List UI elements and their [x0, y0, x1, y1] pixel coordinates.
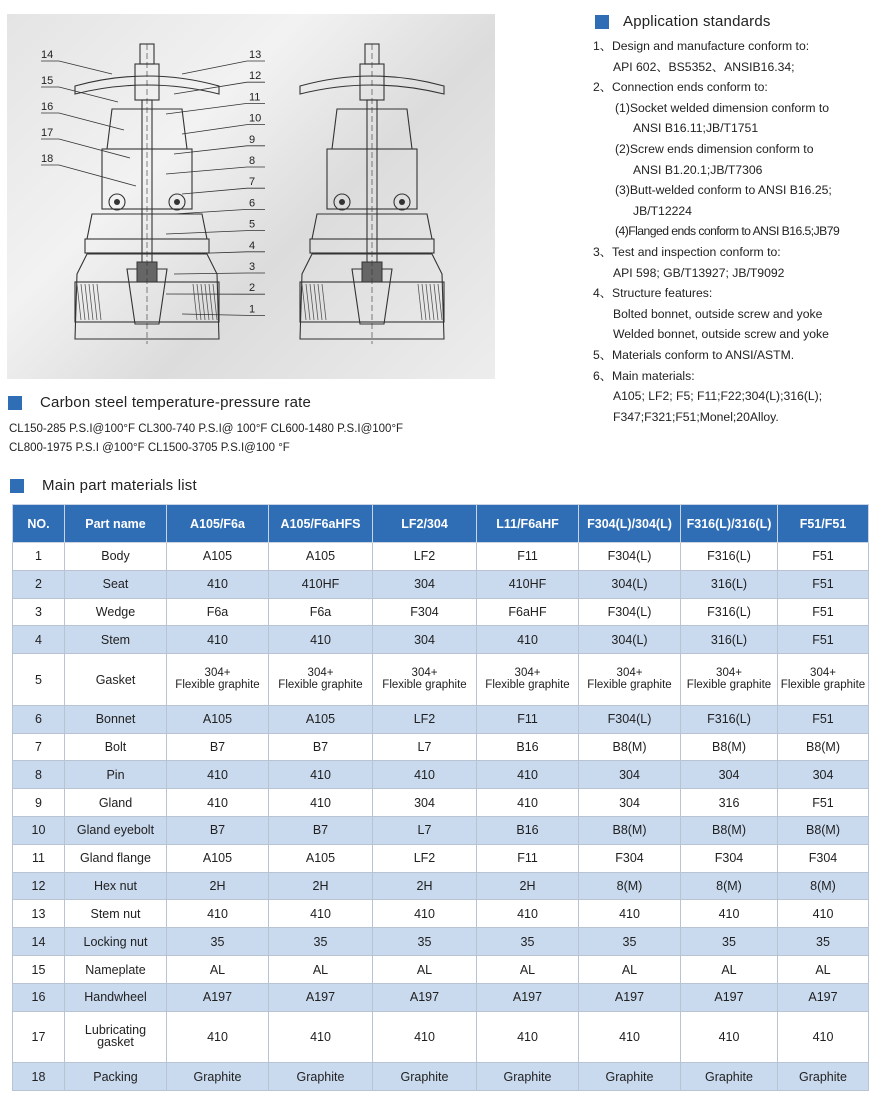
callout-number: 9 — [249, 133, 256, 146]
material-cell: F51 — [778, 570, 869, 598]
material-cell: 304+ Flexible graphite — [778, 654, 869, 705]
row-number-cell: 6 — [13, 705, 65, 733]
part-name-cell: Handwheel — [65, 983, 167, 1011]
material-cell: F51 — [778, 705, 869, 733]
part-name-cell: Gasket — [65, 654, 167, 705]
standard-line: JB/T12224 — [633, 203, 692, 218]
material-cell: A105 — [269, 543, 373, 571]
row-number-cell: 2 — [13, 570, 65, 598]
material-cell: 410 — [477, 900, 579, 928]
standard-line: 2、Connection ends conform to: — [593, 80, 768, 95]
callout-number: 7 — [249, 176, 256, 189]
material-cell: 410HF — [269, 570, 373, 598]
material-cell: B7 — [269, 817, 373, 845]
callout-number: 15 — [41, 75, 54, 87]
callout-leader — [166, 167, 247, 174]
material-cell: 410 — [167, 789, 269, 817]
table-row — [13, 733, 869, 761]
thread-hatch — [306, 284, 310, 320]
table-row — [13, 1011, 869, 1062]
column-header: LF2/304 — [373, 505, 477, 543]
application-standards-list — [593, 36, 883, 427]
section-marker-icon — [8, 396, 22, 410]
material-cell: 410 — [477, 789, 579, 817]
part-name-cell: Gland flange — [65, 844, 167, 872]
callout-number: 5 — [249, 218, 256, 231]
material-cell: 304+ Flexible graphite — [477, 654, 579, 705]
valve-cross-section-illustration — [7, 14, 495, 379]
material-cell: F304 — [778, 844, 869, 872]
material-cell: 35 — [269, 928, 373, 956]
standard-line: ANSI B1.20.1;JB/T7306 — [633, 162, 763, 177]
callout-number: 3 — [249, 261, 256, 273]
thread-hatch — [438, 284, 442, 320]
material-cell: B8(M) — [579, 733, 681, 761]
row-number-cell: 18 — [13, 1063, 65, 1091]
material-cell: LF2 — [373, 543, 477, 571]
material-cell: 410 — [477, 626, 579, 654]
material-cell: F304 — [373, 598, 477, 626]
table-row — [13, 598, 869, 626]
material-cell: 8(M) — [778, 872, 869, 900]
material-cell: 8(M) — [579, 872, 681, 900]
thread-hatch — [77, 284, 81, 320]
row-number-cell: 10 — [13, 817, 65, 845]
part-name-cell: Body — [65, 543, 167, 571]
row-number-cell: 7 — [13, 733, 65, 761]
table-row — [13, 570, 869, 598]
material-cell: F6a — [269, 598, 373, 626]
column-header: A105/F6aHFS — [269, 505, 373, 543]
callout-number: 4 — [249, 239, 256, 252]
material-cell: 410 — [167, 626, 269, 654]
part-name-cell: Packing — [65, 1063, 167, 1091]
material-cell: 410 — [269, 789, 373, 817]
material-cell: 304 — [373, 789, 477, 817]
callout-leader — [182, 125, 247, 134]
material-cell: 304+ Flexible graphite — [167, 654, 269, 705]
material-cell: A197 — [579, 983, 681, 1011]
material-cell: 304 — [373, 626, 477, 654]
material-cell: AL — [778, 956, 869, 984]
callout-leader — [166, 231, 247, 234]
callout-leader — [59, 61, 112, 74]
thread-hatch — [426, 284, 430, 320]
callout-leader — [174, 146, 247, 154]
material-cell: F304(L) — [579, 705, 681, 733]
material-cell: 410 — [167, 761, 269, 789]
material-cell: L7 — [373, 817, 477, 845]
material-cell: B16 — [477, 733, 579, 761]
callout-number: 1 — [249, 303, 256, 316]
materials-table — [12, 504, 869, 1091]
material-cell: A105 — [269, 705, 373, 733]
material-cell: 304(L) — [579, 570, 681, 598]
material-cell: F6aHF — [477, 598, 579, 626]
pressure-rate-line-2: CL800-1975 P.S.I @100°F CL1500-3705 P.S.I@100 °F — [9, 442, 290, 454]
callout-leader — [174, 273, 247, 274]
material-cell: 410 — [167, 900, 269, 928]
standard-line: Welded bonnet, outside screw and yoke — [613, 327, 829, 342]
material-cell: F316(L) — [681, 543, 778, 571]
application-standards-heading — [595, 13, 771, 30]
callout-number: 18 — [41, 153, 54, 165]
part-name-cell: Gland eyebolt — [65, 817, 167, 845]
material-cell: 304 — [778, 761, 869, 789]
material-cell: A197 — [778, 983, 869, 1011]
material-cell: 8(M) — [681, 872, 778, 900]
material-cell: F304 — [579, 844, 681, 872]
table-row — [13, 761, 869, 789]
material-cell: F304 — [681, 844, 778, 872]
part-name-cell: Hex nut — [65, 872, 167, 900]
material-cell: Graphite — [477, 1063, 579, 1091]
table-row — [13, 844, 869, 872]
material-cell: B7 — [167, 817, 269, 845]
material-cell: 35 — [681, 928, 778, 956]
standard-line: (1)Socket welded dimension conform to — [615, 100, 830, 115]
material-cell: F304(L) — [579, 543, 681, 571]
standard-line: API 598; GB/T13927; JB/T9092 — [613, 265, 785, 280]
material-cell: 316 — [681, 789, 778, 817]
row-number-cell: 12 — [13, 872, 65, 900]
callout-number: 8 — [249, 155, 256, 167]
material-cell: 410 — [778, 900, 869, 928]
standard-line: (3)Butt-welded conform to ANSI B16.25; — [615, 183, 832, 198]
material-cell: 410 — [373, 1011, 477, 1062]
material-cell: 410 — [167, 570, 269, 598]
material-cell: 304+ Flexible graphite — [373, 654, 477, 705]
row-number-cell: 5 — [13, 654, 65, 705]
material-cell: 2H — [269, 872, 373, 900]
material-cell: F51 — [778, 598, 869, 626]
material-cell: B16 — [477, 817, 579, 845]
column-header: F304(L)/304(L) — [579, 505, 681, 543]
part-name-cell: Nameplate — [65, 956, 167, 984]
material-cell: 410 — [681, 900, 778, 928]
standard-line: ANSI B16.11;JB/T1751 — [633, 121, 759, 136]
standard-line: API 602、BS5352、ANSIB16.34; — [613, 59, 795, 74]
row-number-cell: 3 — [13, 598, 65, 626]
thread-hatch — [310, 284, 314, 320]
material-cell: A197 — [681, 983, 778, 1011]
material-cell: Graphite — [167, 1063, 269, 1091]
thread-hatch — [434, 284, 438, 320]
material-cell: 304 — [681, 761, 778, 789]
standard-line: (2)Screw ends dimension conform to — [615, 141, 814, 156]
part-name-cell: Bonnet — [65, 705, 167, 733]
material-cell: 410 — [477, 1011, 579, 1062]
part-name-cell: Wedge — [65, 598, 167, 626]
table-row — [13, 983, 869, 1011]
thread-hatch — [418, 284, 422, 320]
material-cell: B8(M) — [778, 733, 869, 761]
callout-leader — [182, 314, 247, 315]
table-row — [13, 1063, 869, 1091]
callout-number: 13 — [249, 49, 262, 61]
material-cell: 410 — [778, 1011, 869, 1062]
callout-leader — [59, 165, 136, 186]
material-cell: AL — [579, 956, 681, 984]
callout-number: 17 — [41, 127, 54, 139]
material-cell: B8(M) — [778, 817, 869, 845]
material-cell: AL — [681, 956, 778, 984]
material-cell: 2H — [167, 872, 269, 900]
material-cell: 304+ Flexible graphite — [681, 654, 778, 705]
column-header: L11/F6aHF — [477, 505, 579, 543]
material-cell: Graphite — [681, 1063, 778, 1091]
material-cell: AL — [477, 956, 579, 984]
table-row — [13, 928, 869, 956]
table-row — [13, 789, 869, 817]
material-cell: 35 — [778, 928, 869, 956]
callout-leader — [174, 209, 247, 214]
material-cell: 410 — [269, 626, 373, 654]
material-cell: AL — [373, 956, 477, 984]
table-row — [13, 654, 869, 705]
callout-leader — [59, 87, 118, 102]
standard-line: 1、Design and manufacture conform to: — [593, 39, 810, 53]
material-cell: 316(L) — [681, 570, 778, 598]
material-cell: 304+ Flexible graphite — [269, 654, 373, 705]
thread-hatch — [302, 284, 306, 320]
material-cell: 304 — [579, 789, 681, 817]
material-cell: 304+ Flexible graphite — [579, 654, 681, 705]
callout-number: 6 — [249, 197, 256, 210]
material-cell: 410 — [373, 900, 477, 928]
column-header: Part name — [65, 505, 167, 543]
callout-leader — [182, 61, 247, 74]
standard-line: (4)Flanged ends conform to ANSI B16.5;JB79 — [615, 224, 840, 239]
material-cell: Graphite — [778, 1063, 869, 1091]
table-row — [13, 543, 869, 571]
material-cell: 410 — [477, 761, 579, 789]
part-name-cell: Lubricating gasket — [65, 1011, 167, 1062]
application-standards-title: Application standards — [623, 13, 771, 30]
material-cell: F6a — [167, 598, 269, 626]
part-name-cell: Locking nut — [65, 928, 167, 956]
material-cell: 35 — [167, 928, 269, 956]
material-cell: L7 — [373, 733, 477, 761]
pressure-rate-heading — [8, 394, 311, 411]
material-cell: 304 — [373, 570, 477, 598]
material-cell: 304(L) — [579, 626, 681, 654]
material-cell: 410 — [579, 900, 681, 928]
row-number-cell: 13 — [13, 900, 65, 928]
standard-line: F347;F321;F51;Monel;20Alloy. — [613, 409, 779, 424]
material-cell: 35 — [579, 928, 681, 956]
material-cell: B7 — [269, 733, 373, 761]
material-cell: Graphite — [269, 1063, 373, 1091]
material-cell: 410 — [579, 1011, 681, 1062]
table-row — [13, 956, 869, 984]
material-cell: F316(L) — [681, 598, 778, 626]
table-row — [13, 872, 869, 900]
row-number-cell: 14 — [13, 928, 65, 956]
thread-hatch — [89, 284, 93, 320]
row-number-cell: 9 — [13, 789, 65, 817]
material-cell: 316(L) — [681, 626, 778, 654]
material-cell: 2H — [373, 872, 477, 900]
material-cell: LF2 — [373, 705, 477, 733]
material-cell: F11 — [477, 705, 579, 733]
material-cell: A105 — [167, 844, 269, 872]
callout-number: 14 — [41, 49, 54, 61]
material-cell: LF2 — [373, 844, 477, 872]
column-header: NO. — [13, 505, 65, 543]
material-cell: 410 — [269, 761, 373, 789]
row-number-cell: 4 — [13, 626, 65, 654]
thread-hatch — [322, 284, 326, 320]
thread-hatch — [318, 284, 322, 320]
part-name-cell: Gland — [65, 789, 167, 817]
material-cell: 410 — [167, 1011, 269, 1062]
standard-line: 5、Materials conform to ANSI/ASTM. — [593, 347, 795, 362]
material-cell: F51 — [778, 543, 869, 571]
material-cell: A197 — [373, 983, 477, 1011]
material-cell: B8(M) — [579, 817, 681, 845]
callout-number: 16 — [41, 101, 54, 113]
table-row — [13, 817, 869, 845]
material-cell: Graphite — [373, 1063, 477, 1091]
callout-number: 12 — [249, 70, 262, 83]
eyebolt-right-center — [174, 199, 180, 205]
pressure-rate-lines — [9, 420, 403, 458]
valve-drawing — [7, 14, 495, 379]
standard-line: 6、Main materials: — [593, 368, 695, 383]
material-cell: 304 — [579, 761, 681, 789]
pressure-rate-line-1: CL150-285 P.S.I@100°F CL300-740 P.S.I@ 100°F CL600-1480 P.S.I@100°F — [9, 423, 404, 435]
callout-number: 2 — [249, 282, 256, 295]
pressure-rate-title: Carbon steel temperature-pressure rate — [40, 394, 312, 411]
material-cell: F51 — [778, 626, 869, 654]
row-number-cell: 16 — [13, 983, 65, 1011]
row-number-cell: 11 — [13, 844, 65, 872]
standard-line: Bolted bonnet, outside screw and yoke — [613, 306, 823, 321]
thread-hatch — [81, 284, 85, 320]
material-cell: A105 — [167, 543, 269, 571]
material-cell: A197 — [477, 983, 579, 1011]
part-name-cell: Stem nut — [65, 900, 167, 928]
thread-hatch — [85, 284, 89, 320]
table-row — [13, 705, 869, 733]
callout-number: 10 — [249, 112, 262, 125]
part-name-cell: Pin — [65, 761, 167, 789]
callout-leader — [59, 113, 124, 130]
column-header: F316(L)/316(L) — [681, 505, 778, 543]
material-cell: 410 — [269, 900, 373, 928]
material-cell: A197 — [167, 983, 269, 1011]
material-cell: F316(L) — [681, 705, 778, 733]
material-cell: 410 — [269, 1011, 373, 1062]
thread-hatch — [93, 284, 97, 320]
eyebolt-left-center — [114, 199, 120, 205]
thread-hatch — [422, 284, 426, 320]
row-number-cell: 8 — [13, 761, 65, 789]
material-cell: Graphite — [579, 1063, 681, 1091]
material-cell: 410 — [681, 1011, 778, 1062]
table-row — [13, 900, 869, 928]
material-cell: A105 — [167, 705, 269, 733]
materials-list-heading — [10, 477, 197, 494]
eyebolt-right-center — [399, 199, 405, 205]
material-cell: A197 — [269, 983, 373, 1011]
material-cell: B8(M) — [681, 817, 778, 845]
table-row — [13, 626, 869, 654]
standard-line: 4、Structure features: — [593, 286, 713, 301]
column-header: A105/F6a — [167, 505, 269, 543]
thread-hatch — [314, 284, 318, 320]
table-header-row — [13, 505, 869, 543]
material-cell: F304(L) — [579, 598, 681, 626]
standard-line: 3、Test and inspection conform to: — [593, 244, 781, 259]
row-number-cell: 1 — [13, 543, 65, 571]
section-marker-icon — [595, 15, 609, 29]
material-cell: F51 — [778, 789, 869, 817]
part-name-cell: Stem — [65, 626, 167, 654]
part-name-cell: Seat — [65, 570, 167, 598]
material-cell: 410HF — [477, 570, 579, 598]
column-header: F51/F51 — [778, 505, 869, 543]
material-cell: AL — [167, 956, 269, 984]
thread-hatch — [97, 284, 101, 320]
material-cell: AL — [269, 956, 373, 984]
material-cell: 2H — [477, 872, 579, 900]
row-number-cell: 15 — [13, 956, 65, 984]
row-number-cell: 17 — [13, 1011, 65, 1062]
material-cell: F11 — [477, 844, 579, 872]
material-cell: 410 — [373, 761, 477, 789]
thread-hatch — [430, 284, 434, 320]
part-name-cell: Bolt — [65, 733, 167, 761]
material-cell: B8(M) — [681, 733, 778, 761]
materials-list-title: Main part materials list — [42, 477, 197, 494]
section-marker-icon — [10, 479, 24, 493]
callout-number: 11 — [249, 91, 261, 104]
material-cell: B7 — [167, 733, 269, 761]
eyebolt-left-center — [339, 199, 345, 205]
material-cell: 35 — [477, 928, 579, 956]
material-cell: F11 — [477, 543, 579, 571]
material-cell: 35 — [373, 928, 477, 956]
material-cell: A105 — [269, 844, 373, 872]
standard-line: A105; LF2; F5; F11;F22;304(L);316(L); — [613, 389, 823, 404]
